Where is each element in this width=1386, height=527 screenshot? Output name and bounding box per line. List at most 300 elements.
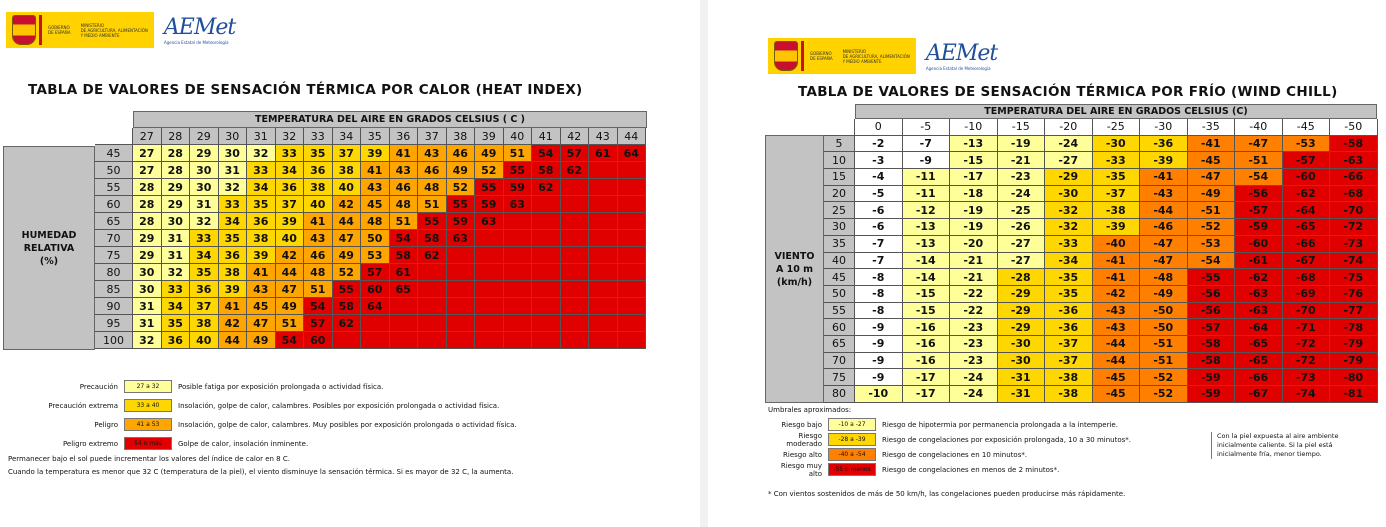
wind-chill-cell: -48 (1140, 269, 1188, 286)
heat-cell: 40 (190, 332, 219, 349)
heat-cell: 38 (333, 162, 362, 179)
heat-cell: 27 (133, 162, 162, 179)
heat-cell: 32 (133, 332, 162, 349)
humidity-row-header: 55 (95, 179, 133, 196)
temp-col-header: 34 (333, 128, 362, 145)
wind-chill-cell: -55 (1188, 269, 1236, 286)
heat-cell: 39 (276, 213, 305, 230)
legend-text: Riesgo de hipotermia por permanencia prolongada a la intemperie. (882, 420, 1118, 429)
temp-col-header: 35 (361, 128, 390, 145)
heat-cell: 62 (333, 315, 362, 332)
legend-swatch: 33 a 40 (124, 399, 172, 412)
heat-cell (589, 162, 618, 179)
grid-corner (824, 119, 855, 136)
wind-chill-cell: -63 (1235, 286, 1283, 303)
wind-chill-cell: -28 (998, 269, 1046, 286)
legend-item (770, 462, 1131, 477)
wind-chill-cell: -14 (903, 253, 951, 270)
min-line-2: DE AGRICULTURA, ALIMENTACIÓN (842, 53, 910, 59)
wind-row-header: 60 (824, 319, 855, 336)
heat-cell: 28 (133, 196, 162, 213)
legend-swatch: 27 a 32 (124, 380, 172, 393)
wind-chill-cell: -24 (950, 386, 998, 403)
wind-chill-cell: -50 (1140, 303, 1188, 320)
wind-chill-cell: -31 (998, 386, 1046, 403)
heat-cell: 47 (276, 281, 305, 298)
legend-label: Riesgo muy alto (780, 461, 822, 478)
wind-chill-cell: -7 (903, 136, 951, 153)
row-header-line: HUMEDAD (21, 229, 77, 241)
heat-cell: 45 (361, 196, 390, 213)
wind-chill-cell: -66 (1235, 369, 1283, 386)
heat-cell (589, 196, 618, 213)
wind-chill-cell: -19 (950, 202, 998, 219)
spain-crest-icon (774, 41, 798, 71)
temp-col-header: -50 (1330, 119, 1378, 136)
heat-cell: 36 (276, 179, 305, 196)
wind-chill-cell: -16 (903, 353, 951, 370)
wind-chill-cell: -32 (1045, 202, 1093, 219)
wind-chill-cell: -65 (1235, 336, 1283, 353)
wind-chill-cell: -39 (1140, 152, 1188, 169)
wind-row-header: 45 (824, 269, 855, 286)
heat-cell: 35 (304, 145, 333, 162)
wind-chill-cell: -22 (950, 286, 998, 303)
heat-cell: 38 (304, 179, 333, 196)
cold-footnote: * Con vientos sostenidos de más de 50 km/h, las congelaciones pueden producirse más rápidamente. (768, 490, 1126, 498)
wind-chill-cell: -68 (1330, 186, 1378, 203)
heat-cell: 65 (390, 281, 419, 298)
heat-cell: 42 (219, 315, 248, 332)
wind-chill-cell: -53 (1283, 136, 1331, 153)
legend-item (30, 415, 517, 434)
heat-cell (447, 281, 476, 298)
temp-col-header: -5 (903, 119, 951, 136)
wind-chill-cell: -72 (1283, 353, 1331, 370)
heat-cell: 46 (304, 247, 333, 264)
legend-swatch: -10 a -27 (828, 418, 876, 431)
heat-cell: 29 (190, 145, 219, 162)
heat-cell: 30 (219, 145, 248, 162)
wind-chill-cell: -23 (998, 169, 1046, 186)
temp-col-header: 30 (219, 128, 248, 145)
humidity-row-header: 80 (95, 264, 133, 281)
heat-cell: 30 (162, 213, 191, 230)
temp-col-header: -45 (1283, 119, 1331, 136)
legend-label: Riesgo bajo (781, 420, 822, 429)
heat-cell: 36 (162, 332, 191, 349)
heat-cell: 42 (333, 196, 362, 213)
heat-cell: 55 (418, 213, 447, 230)
heat-cell (561, 315, 590, 332)
heat-cell: 63 (504, 196, 533, 213)
row-header-line: VIENTO (774, 250, 815, 262)
wind-chill-cell: -64 (1235, 319, 1283, 336)
wind-chill-cell: -41 (1093, 269, 1141, 286)
heat-cell: 51 (504, 145, 533, 162)
wind-chill-cell: -36 (1140, 136, 1188, 153)
wind-chill-cell: -38 (1045, 386, 1093, 403)
aemet-sub: Agencia Estatal de Meteorología (163, 40, 229, 45)
legend-text: Posible fatiga por exposición prolongada o actividad física. (178, 382, 384, 391)
heat-logos (6, 12, 235, 48)
government-logo (768, 38, 916, 74)
heat-cell (447, 264, 476, 281)
wind-row-header: 25 (824, 202, 855, 219)
flag-bar (801, 41, 804, 71)
heat-cell (561, 247, 590, 264)
min-line-3: Y MEDIO AMBIENTE (80, 32, 120, 38)
wind-row-header: 55 (824, 303, 855, 320)
heat-cell (418, 298, 447, 315)
heat-cell: 38 (190, 315, 219, 332)
temp-col-header: -25 (1093, 119, 1141, 136)
wind-chill-cell: -18 (950, 186, 998, 203)
wind-chill-cell: -8 (855, 303, 903, 320)
heat-cell (589, 281, 618, 298)
wind-chill-cell: -60 (1235, 236, 1283, 253)
heat-col-header: TEMPERATURA DEL AIRE EN GRADOS CELSIUS ( C ) (133, 111, 647, 128)
humidity-row-header: 65 (95, 213, 133, 230)
gov-line-1: GOBIERNO (810, 51, 832, 56)
wind-chill-cell: -25 (998, 202, 1046, 219)
temp-col-header: -15 (998, 119, 1046, 136)
wind-chill-cell: -56 (1188, 303, 1236, 320)
heat-cell (618, 230, 647, 247)
wind-chill-cell: -9 (855, 369, 903, 386)
heat-cell (447, 247, 476, 264)
heat-cell: 28 (162, 145, 191, 162)
wind-chill-cell: -57 (1188, 319, 1236, 336)
wind-chill-cell: -45 (1093, 386, 1141, 403)
flag-bar (39, 15, 42, 45)
wind-row-header: 80 (824, 386, 855, 403)
wind-chill-cell: -62 (1235, 269, 1283, 286)
wind-chill-cell: -27 (998, 253, 1046, 270)
heat-cell: 52 (447, 179, 476, 196)
heat-cell: 37 (333, 145, 362, 162)
wind-chill-cell: -30 (1093, 136, 1141, 153)
wind-chill-cell: -35 (1045, 269, 1093, 286)
heat-cell (589, 298, 618, 315)
wind-chill-cell: -72 (1330, 219, 1378, 236)
temp-col-header: -10 (950, 119, 998, 136)
wind-chill-cell: -66 (1330, 169, 1378, 186)
heat-cell (589, 230, 618, 247)
wind-chill-cell: -2 (855, 136, 903, 153)
wind-chill-cell: -77 (1330, 303, 1378, 320)
wind-chill-cell: -23 (950, 336, 998, 353)
heat-cell: 30 (190, 162, 219, 179)
wind-chill-cell: -38 (1093, 202, 1141, 219)
wind-chill-cell: -23 (950, 319, 998, 336)
temp-col-header: -30 (1140, 119, 1188, 136)
wind-chill-cell: -41 (1140, 169, 1188, 186)
min-line-1: MINISTERIO (80, 22, 104, 28)
heat-cell (447, 332, 476, 349)
heat-cell (618, 315, 647, 332)
heat-cell: 36 (247, 213, 276, 230)
heat-cell (561, 298, 590, 315)
wind-chill-cell: -37 (1045, 353, 1093, 370)
wind-chill-cell: -42 (1093, 286, 1141, 303)
heat-cell: 57 (361, 264, 390, 281)
wind-chill-cell: -11 (903, 186, 951, 203)
heat-cell: 51 (276, 315, 305, 332)
legend-text: Insolación, golpe de calor, calambres. Posibles por exposición prolongada o actividad física. (178, 401, 500, 410)
humidity-row-header: 50 (95, 162, 133, 179)
heat-cell: 53 (361, 247, 390, 264)
heat-cell: 40 (276, 230, 305, 247)
min-line-1: MINISTERIO (842, 48, 866, 54)
wind-chill-cell: -57 (1283, 152, 1331, 169)
wind-chill-cell: -54 (1235, 169, 1283, 186)
wind-chill-cell: -17 (903, 386, 951, 403)
legend-swatch: -28 a -39 (828, 433, 876, 446)
wind-chill-cell: -51 (1140, 336, 1188, 353)
heat-cell (532, 247, 561, 264)
temp-col-header: 0 (855, 119, 903, 136)
heat-cell: 54 (276, 332, 305, 349)
heat-cell: 50 (361, 230, 390, 247)
wind-chill-cell: -22 (950, 303, 998, 320)
temp-col-header: 43 (589, 128, 618, 145)
legend-text: Riesgo de congelaciones en menos de 2 minutos*. (882, 465, 1060, 474)
heat-cell: 47 (247, 315, 276, 332)
legend-label: Riesgo moderado (786, 431, 822, 448)
wind-chill-cell: -62 (1283, 186, 1331, 203)
heat-cell: 59 (504, 179, 533, 196)
wind-chill-cell: -49 (1140, 286, 1188, 303)
heat-cell: 58 (333, 298, 362, 315)
aemet-name: AEMet (163, 15, 236, 40)
heat-cell (475, 332, 504, 349)
temp-col-header: 37 (418, 128, 447, 145)
wind-chill-cell: -70 (1283, 303, 1331, 320)
heat-cell: 31 (190, 196, 219, 213)
heat-cell: 35 (219, 230, 248, 247)
heat-cell: 46 (390, 179, 419, 196)
cold-col-header: TEMPERATURA DEL AIRE EN GRADOS CELSIUS (C) (855, 104, 1377, 119)
wind-chill-cell: -24 (1045, 136, 1093, 153)
wind-chill-cell: -26 (998, 219, 1046, 236)
cold-legend (770, 417, 1131, 477)
legend-label: Riesgo alto (783, 450, 822, 459)
heat-cell (618, 196, 647, 213)
wind-chill-cell: -21 (998, 152, 1046, 169)
temp-col-header: 29 (190, 128, 219, 145)
heat-cell: 55 (333, 281, 362, 298)
wind-chill-cell: -30 (998, 336, 1046, 353)
heat-cell: 44 (333, 213, 362, 230)
heat-cell: 44 (219, 332, 248, 349)
heat-cell: 32 (247, 145, 276, 162)
temp-col-header: -40 (1235, 119, 1283, 136)
wind-chill-cell: -73 (1330, 236, 1378, 253)
temp-col-header: 42 (561, 128, 590, 145)
wind-chill-cell: -67 (1235, 386, 1283, 403)
wind-chill-cell: -40 (1093, 236, 1141, 253)
wind-chill-cell: -21 (950, 269, 998, 286)
wind-chill-cell: -13 (903, 219, 951, 236)
wind-chill-cell: -29 (998, 303, 1046, 320)
wind-chill-cell: -70 (1330, 202, 1378, 219)
cold-side-note: Con la piel expuesta al aire ambiente inicialmente caliente. Si la piel está inicialmente fría, menor tiempo. (1211, 432, 1367, 459)
grid-corner (95, 128, 133, 145)
heat-cell: 43 (361, 179, 390, 196)
legend-label: Peligro (94, 420, 118, 429)
wind-chill-cell: -29 (998, 286, 1046, 303)
heat-cell: 37 (276, 196, 305, 213)
heat-cell: 35 (247, 196, 276, 213)
aemet-name: AEMet (925, 41, 998, 66)
wind-chill-cell: -30 (1045, 186, 1093, 203)
heat-cell: 58 (418, 230, 447, 247)
heat-cell: 64 (361, 298, 390, 315)
heat-cell (418, 281, 447, 298)
heat-cell: 30 (190, 179, 219, 196)
wind-chill-cell: -52 (1188, 219, 1236, 236)
legend-item (770, 447, 1131, 462)
heat-cell: 34 (219, 213, 248, 230)
wind-chill-cell: -58 (1188, 336, 1236, 353)
wind-chill-cell: -57 (1235, 202, 1283, 219)
wind-row-header: 5 (824, 136, 855, 153)
wind-chill-cell: -78 (1330, 319, 1378, 336)
heat-cell: 55 (475, 179, 504, 196)
heat-cell (475, 298, 504, 315)
heat-cell (333, 332, 362, 349)
wind-chill-cell: -71 (1283, 319, 1331, 336)
wind-chill-cell: -13 (950, 136, 998, 153)
heat-cell (589, 179, 618, 196)
wind-chill-cell: -34 (1045, 253, 1093, 270)
heat-note-1: Permanecer bajo el sol puede incrementar los valores del índice de calor en 8 C. (8, 455, 290, 463)
heat-cell (589, 315, 618, 332)
legend-text: Insolación, golpe de calor, calambres. Muy posibles por exposición prolongada o actividad física. (178, 420, 517, 429)
wind-chill-cell: -59 (1235, 219, 1283, 236)
heat-cell: 34 (162, 298, 191, 315)
heat-cell: 33 (219, 196, 248, 213)
wind-chill-cell: -59 (1188, 386, 1236, 403)
wind-chill-cell: -9 (903, 152, 951, 169)
wind-chill-cell: -6 (855, 219, 903, 236)
heat-cell: 58 (532, 162, 561, 179)
heat-cell (532, 213, 561, 230)
wind-chill-cell: -15 (903, 303, 951, 320)
wind-chill-table (824, 119, 1378, 403)
heat-cell (561, 213, 590, 230)
heat-cell: 61 (390, 264, 419, 281)
wind-chill-cell: -15 (950, 152, 998, 169)
heat-cell: 28 (133, 179, 162, 196)
heat-cell: 32 (219, 179, 248, 196)
heat-cell: 33 (276, 145, 305, 162)
legend-label: Peligro extremo (62, 439, 118, 448)
heat-cell: 38 (219, 264, 248, 281)
heat-cell: 41 (304, 213, 333, 230)
wind-row-header: 10 (824, 152, 855, 169)
heat-cell (532, 332, 561, 349)
heat-cell: 48 (304, 264, 333, 281)
wind-chill-cell: -67 (1283, 253, 1331, 270)
wind-chill-cell: -8 (855, 269, 903, 286)
heat-cell: 30 (133, 264, 162, 281)
wind-chill-cell: -47 (1140, 253, 1188, 270)
wind-chill-cell: -58 (1330, 136, 1378, 153)
legend-text: Riesgo de congelaciones en 10 minutos*. (882, 450, 1028, 459)
wind-chill-cell: -20 (950, 236, 998, 253)
heat-cell: 41 (247, 264, 276, 281)
heat-cell (618, 281, 647, 298)
heat-cell: 45 (247, 298, 276, 315)
wind-chill-cell: -63 (1330, 152, 1378, 169)
heat-cell: 31 (162, 247, 191, 264)
gov-line-2: DE ESPAÑA (810, 56, 833, 61)
heat-cell: 54 (390, 230, 419, 247)
heat-cell: 31 (133, 298, 162, 315)
heat-cell (532, 315, 561, 332)
wind-chill-cell: -29 (998, 319, 1046, 336)
heat-cell: 62 (532, 179, 561, 196)
wind-chill-cell: -66 (1283, 236, 1331, 253)
heat-cell: 38 (247, 230, 276, 247)
wind-chill-cell: -31 (998, 369, 1046, 386)
wind-chill-cell: -6 (855, 202, 903, 219)
temp-col-header: 41 (532, 128, 561, 145)
wind-chill-cell: -51 (1235, 152, 1283, 169)
heat-cell (589, 264, 618, 281)
heat-cell (561, 196, 590, 213)
heat-cell (361, 332, 390, 349)
heat-cell (618, 162, 647, 179)
humidity-row-header: 90 (95, 298, 133, 315)
wind-chill-cell: -23 (950, 353, 998, 370)
legend-swatch: -55 o menos (828, 463, 876, 476)
heat-cell: 39 (361, 145, 390, 162)
temp-col-header: -20 (1045, 119, 1093, 136)
wind-chill-cell: -7 (855, 253, 903, 270)
wind-chill-cell: -53 (1188, 236, 1236, 253)
wind-chill-cell: -59 (1188, 369, 1236, 386)
heat-cell: 49 (447, 162, 476, 179)
wind-row-header: 75 (824, 369, 855, 386)
heat-cell (390, 315, 419, 332)
legend-item (30, 396, 517, 415)
heat-cell (418, 315, 447, 332)
wind-chill-cell: -10 (855, 386, 903, 403)
temp-col-header: 32 (276, 128, 305, 145)
heat-cell (532, 230, 561, 247)
min-line-2: DE AGRICULTURA, ALIMENTACIÓN (80, 27, 148, 33)
heat-cell: 51 (304, 281, 333, 298)
heat-cell (390, 332, 419, 349)
heat-cell: 46 (447, 145, 476, 162)
heat-cell: 43 (418, 145, 447, 162)
ministry-text (81, 23, 148, 38)
aemet-logo (164, 15, 235, 45)
wind-chill-cell: -47 (1188, 169, 1236, 186)
row-header-line: (%) (39, 255, 59, 267)
heat-cell: 52 (475, 162, 504, 179)
heat-cell: 62 (561, 162, 590, 179)
wind-chill-cell: -27 (998, 236, 1046, 253)
wind-chill-cell: -33 (1093, 152, 1141, 169)
heat-cell (504, 213, 533, 230)
temp-col-header: 38 (447, 128, 476, 145)
wind-chill-cell: -7 (855, 236, 903, 253)
heat-cell: 48 (390, 196, 419, 213)
